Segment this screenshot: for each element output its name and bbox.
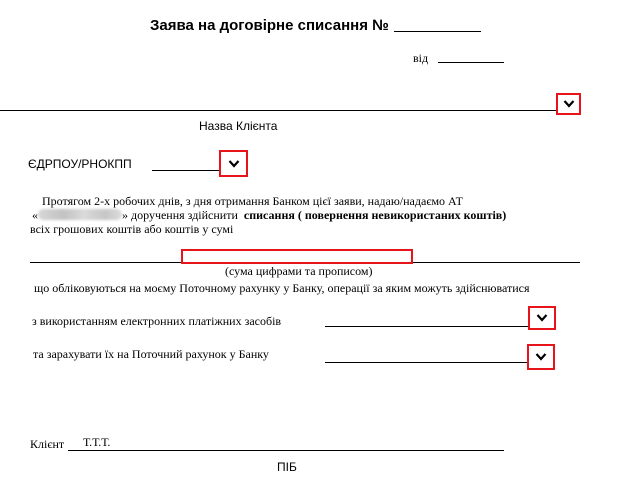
credit-account-field[interactable] — [325, 362, 555, 363]
client-initials[interactable]: Т.Т.Т. — [83, 435, 111, 449]
paragraph-line-2-text: доручення здійснити — [128, 208, 238, 222]
chevron-down-icon — [228, 160, 239, 168]
close-quote: » — [122, 208, 128, 222]
payment-means-field[interactable] — [325, 326, 555, 327]
date-label: від — [413, 51, 429, 65]
operation-type: списання ( повернення невикористаних коштів) — [243, 208, 507, 222]
client-signature-line — [68, 450, 504, 451]
redacted-bank-name — [38, 209, 122, 220]
date-field[interactable] — [438, 62, 504, 63]
credit-account-label: та зарахувати їх на Поточний рахунок у Банку — [33, 347, 269, 361]
edrpou-dropdown[interactable] — [219, 150, 248, 177]
payment-means-label: з використанням електронних платіжних засобів — [32, 314, 282, 328]
document-title: Заява на договірне списання № — [150, 17, 389, 34]
credit-account-dropdown[interactable] — [527, 344, 555, 370]
accounted-text: що обліковуються на моєму Поточному рахунку у Банку, операції за яким можуть здійснюватися — [34, 281, 530, 295]
paragraph-line-2 — [32, 208, 506, 223]
document-number-field[interactable] — [394, 31, 481, 32]
edrpou-label: ЄДРПОУ/РНОКПП — [28, 157, 132, 171]
full-name-caption: ПІБ — [277, 460, 297, 474]
client-label: Клієнт — [30, 437, 65, 451]
client-name-field[interactable] — [0, 110, 580, 111]
paragraph-line-3: всіх грошових коштів або коштів у сумі — [30, 222, 234, 236]
client-name-caption: Назва Клієнта — [199, 119, 278, 133]
chevron-down-icon — [563, 100, 574, 108]
chevron-down-icon — [537, 314, 548, 322]
chevron-down-icon — [536, 353, 547, 361]
amount-input[interactable] — [181, 249, 413, 264]
amount-caption: (сума цифрами та прописом) — [225, 264, 373, 278]
open-quote: « — [32, 208, 38, 222]
payment-means-dropdown[interactable] — [528, 306, 556, 330]
paragraph-line-1: Протягом 2-х робочих днів, з дня отримання Банком цієї заяви, надаю/надаємо АТ — [42, 194, 464, 208]
client-name-dropdown[interactable] — [556, 93, 581, 115]
